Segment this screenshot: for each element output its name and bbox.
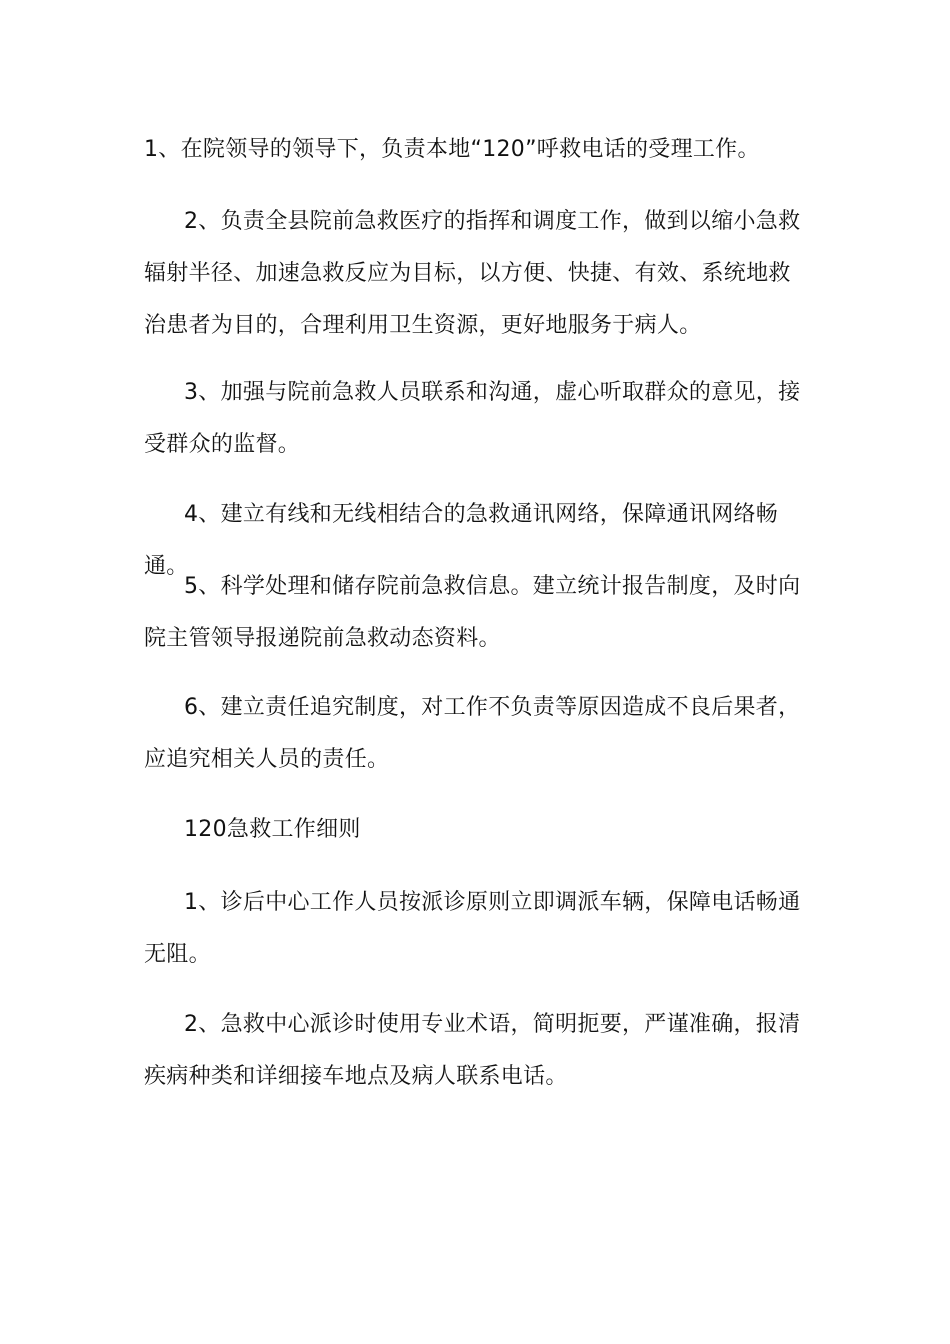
- paragraph-duty-3: 3、加强与院前急救人员联系和沟通，虚心听取群众的意见，接受群众的监督。: [144, 380, 801, 457]
- paragraph-duty-2: 2、负责全县院前急救医疗的指挥和调度工作，做到以缩小急救辐射半径、加速急救反应为目标，以方便、快捷、有效、系统地救治患者为目的，合理利用卫生资源，更好地服务于病人。: [144, 209, 801, 338]
- section-heading: 120急救工作细则: [184, 817, 361, 842]
- paragraph-rule-2: 2、急救中心派诊时使用专业术语，简明扼要，严谨准确，报清疾病种类和详细接车地点及病人联系电话。: [144, 1012, 801, 1089]
- paragraph-rule-1: 1、诊后中心工作人员按派诊原则立即调派车辆，保障电话畅通无阻。: [144, 890, 801, 967]
- paragraph-duty-5: 5、科学处理和储存院前急救信息。建立统计报告制度，及时向院主管领导报递院前急救动态资料。: [144, 574, 801, 651]
- paragraph-duty-4: 4、建立有线和无线相结合的急救通讯网络，保障通讯网络畅通。: [144, 502, 779, 579]
- paragraph-duty-1: 1、在院领导的领导下，负责本地“120”呼救电话的受理工作。: [144, 137, 760, 162]
- paragraph-duty-6: 6、建立责任追究制度，对工作不负责等原因造成不良后果者，应追究相关人员的责任。: [144, 695, 801, 772]
